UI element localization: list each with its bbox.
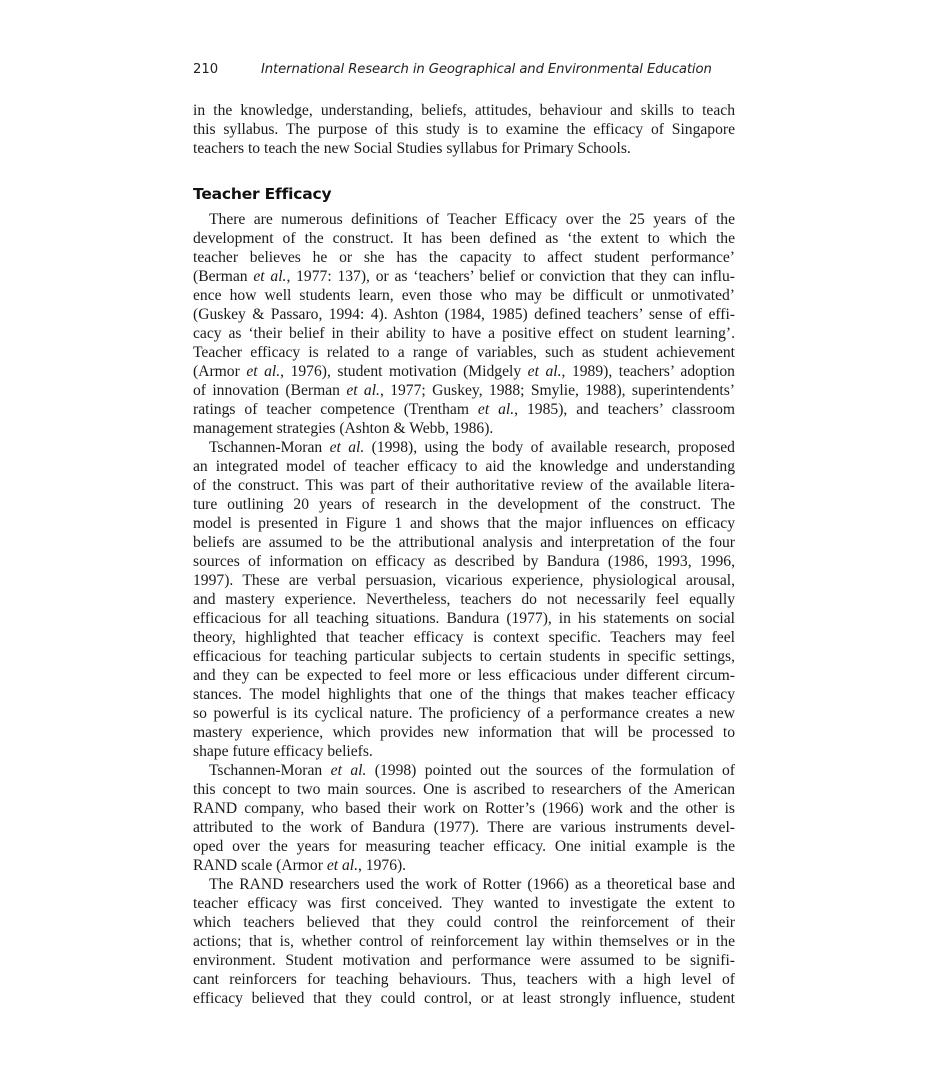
text-line: theory, highlighted that teacher efficacy is context specific. Teachers may feel <box>193 629 735 646</box>
text-line: efficacy believed that they could control, or at least strongly influence, student <box>193 990 735 1007</box>
text-line: efficacious for all teaching situations. Bandura (1977), in his statements on social <box>193 610 735 627</box>
intro-paragraph <box>193 101 735 158</box>
text-line: of innovation (Berman et al., 1977; Guskey, 1988; Smylie, 1988), superintendents’ <box>193 382 735 399</box>
text-line: actions; that is, whether control of reinforcement lay within themselves or in the <box>193 933 735 950</box>
text-line: shape future efficacy beliefs. <box>193 743 373 760</box>
text-line: management strategies (Ashton & Webb, 1986). <box>193 420 494 437</box>
text-line: Teacher efficacy is related to a range of variables, such as student achievement <box>193 344 735 361</box>
text-line: an integrated model of teacher efficacy to aid the knowledge and understanding <box>193 458 735 475</box>
text-line: model is presented in Figure 1 and shows that the major influences on efficacy <box>193 515 735 532</box>
page-number: 210 <box>193 62 219 77</box>
text-line: so powerful is its cyclical nature. The proficiency of a performance creates a new <box>193 705 735 722</box>
text-line: this concept to two main sources. One is ascribed to researchers of the American <box>193 781 735 798</box>
text-line: (Berman et al., 1977: 137), or as ‘teachers’ belief or conviction that they can influ- <box>193 268 735 285</box>
text-line: (Armor et al., 1976), student motivation (Midgely et al., 1989), teachers’ adoption <box>193 363 735 380</box>
text-line: sources of information on efficacy as described by Bandura (1986, 1993, 1996, <box>193 553 735 570</box>
text-line: cant reinforcers for teaching behaviours. Thus, teachers with a high level of <box>193 971 735 988</box>
text-line: this syllabus. The purpose of this study is to examine the efficacy of Singapore <box>193 121 735 138</box>
text-line: efficacious for teaching particular subjects to certain students in specific settings, <box>193 648 735 665</box>
text-line: beliefs are assumed to be the attributional analysis and interpretation of the four <box>193 534 735 551</box>
text-line: attributed to the work of Bandura (1977). There are various instruments devel- <box>193 819 735 836</box>
text-line: ence how well students learn, even those who may be difficult or unmotivated’ <box>193 287 735 304</box>
text-line: teachers to teach the new Social Studies syllabus for Primary Schools. <box>193 140 631 157</box>
text-line: 1997). These are verbal persuasion, vicarious experience, physiological arousal, <box>193 572 735 589</box>
text-line: mastery experience, which provides new information that will be processed to <box>193 724 735 741</box>
running-head <box>193 62 735 82</box>
text-line: There are numerous definitions of Teacher Efficacy over the 25 years of the <box>209 211 735 228</box>
section-heading: Teacher Efficacy <box>193 185 332 203</box>
text-line: RAND company, who based their work on Rotter’s (1966) work and the other is <box>193 800 735 817</box>
text-line: and mastery experience. Nevertheless, teachers do not necessarily feel equally <box>193 591 735 608</box>
text-line: ture outlining 20 years of research in the development of the construct. The <box>193 496 735 513</box>
running-title: International Research in Geographical and Environmental Education <box>261 62 712 77</box>
paragraph-1 <box>193 210 735 1008</box>
text-line: The RAND researchers used the work of Rotter (1966) as a theoretical base and <box>209 876 735 893</box>
text-line: which teachers believed that they could control the reinforcement of their <box>193 914 735 931</box>
text-line: of the construct. This was part of their authoritative review of the available litera- <box>193 477 735 494</box>
text-line: (Guskey & Passaro, 1994: 4). Ashton (1984, 1985) defined teachers’ sense of effi- <box>193 306 735 323</box>
text-line: environment. Student motivation and performance were assumed to be signifi- <box>193 952 735 969</box>
text-line: development of the construct. It has been defined as ‘the extent to which the <box>193 230 735 247</box>
text-line: in the knowledge, understanding, beliefs, attitudes, behaviour and skills to teach <box>193 102 735 119</box>
text-line: Tschannen-Moran et al. (1998), using the body of available research, proposed <box>209 439 735 456</box>
text-line: teacher believes he or she has the capacity to affect student performance’ <box>193 249 735 266</box>
text-line: ratings of teacher competence (Trentham et al., 1985), and teachers’ classroom <box>193 401 735 418</box>
text-line: teacher efficacy was first conceived. They wanted to investigate the extent to <box>193 895 735 912</box>
text-line: Tschannen-Moran et al. (1998) pointed out the sources of the formulation of <box>209 762 735 779</box>
text-line: RAND scale (Armor et al., 1976). <box>193 857 407 874</box>
text-line: and they can be expected to feel more or less efficacious under different circum- <box>193 667 735 684</box>
text-line: oped over the years for measuring teacher efficacy. One initial example is the <box>193 838 735 855</box>
text-line: cacy as ‘their belief in their ability to have a positive effect on student learning’. <box>193 325 735 342</box>
text-line: stances. The model highlights that one of the things that makes teacher efficacy <box>193 686 735 703</box>
